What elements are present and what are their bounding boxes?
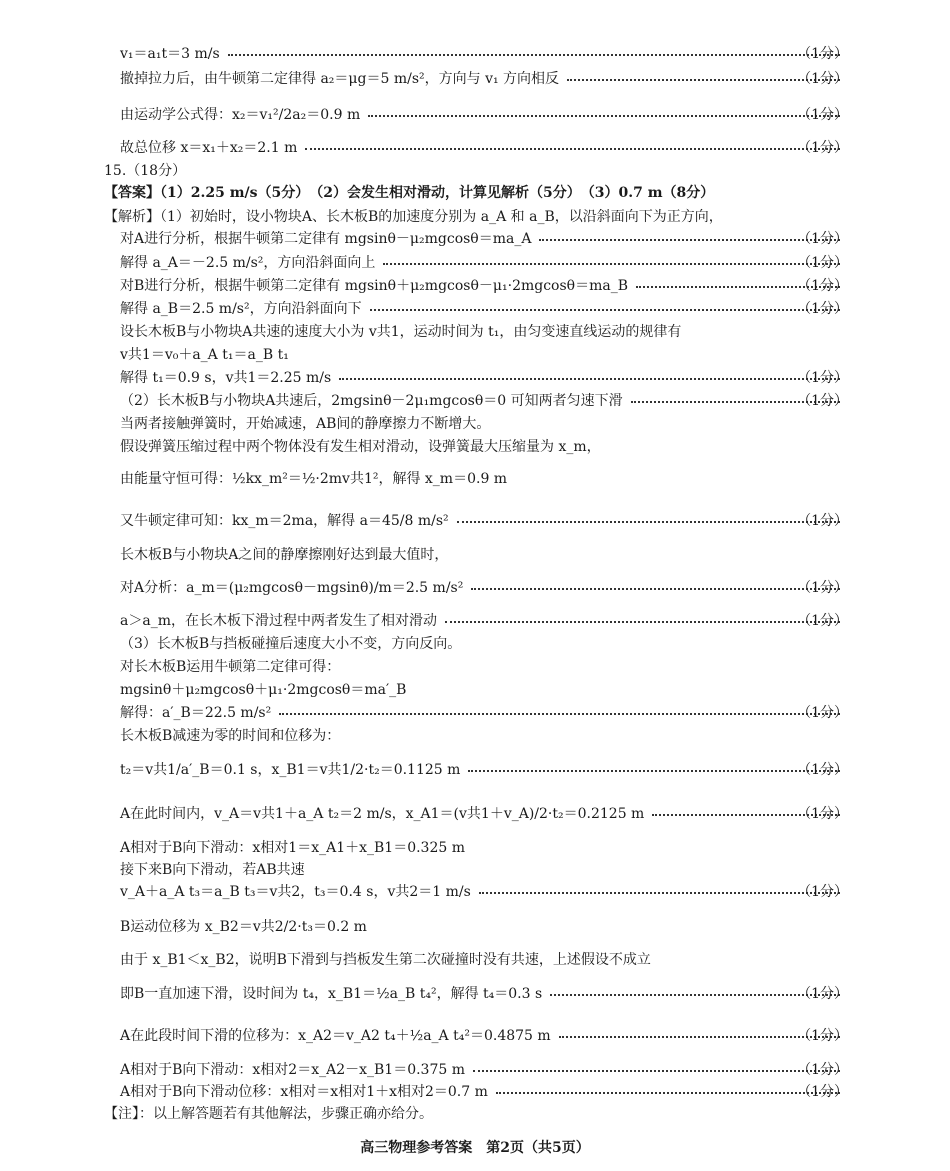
solution-text: 15.（18分） [104, 163, 187, 179]
solution-text: 由运动学公式得：x₂＝v₁²/2a₂＝0.9 m [120, 107, 361, 123]
solution-line [120, 914, 848, 938]
solution-line [120, 654, 848, 678]
solution-line [120, 296, 848, 320]
solution-line [120, 1079, 848, 1103]
solution-line [120, 273, 848, 297]
score-label: （1分） [797, 255, 848, 271]
solution-line [120, 1023, 848, 1047]
solution-line [120, 757, 848, 781]
solution-text: 解得 a_B＝2.5 m/s²，方向沿斜面向下 [120, 301, 362, 317]
solution-text: 长木板B与小物块A之间的静摩擦刚好达到最大值时， [120, 547, 449, 563]
solution-text: 由能量守恒可得：½kx_m²＝½·2mv共1²，解得 x_m＝0.9 m [120, 471, 508, 487]
score-label: （1分） [797, 806, 848, 822]
solution-text: 【注】：以上解答题若有其他解法，步骤正确亦给分。 [104, 1106, 433, 1122]
score-label: （1分） [797, 140, 848, 156]
solution-text: 即B一直加速下滑，设时间为 t₄，x_B1＝½a_B t₄²，解得 t₄＝0.3 s [120, 986, 543, 1002]
solution-line [120, 135, 848, 159]
solution-text: v_A＋a_A t₃＝a_B t₃＝v共2，t₃＝0.4 s，v共2＝1 m/s [120, 884, 471, 900]
solution-line [120, 102, 848, 126]
score-label: （1分） [797, 71, 848, 87]
solution-line [104, 1101, 848, 1125]
solution-line [120, 250, 848, 274]
solution-text: 对长木板B运用牛顿第二定律可得： [120, 659, 341, 675]
solution-line [120, 1057, 848, 1081]
score-label: （1分） [797, 301, 848, 317]
leader-dots [368, 115, 840, 117]
solution-line [120, 41, 848, 65]
solution-text: A相对于B向下滑动：x相对1＝x_A1＋x_B1＝0.325 m [120, 840, 466, 856]
solution-text: 又牛顿定律可知：kx_m＝2ma，解得 a＝45/8 m/s² [120, 513, 449, 529]
solution-line [120, 608, 848, 632]
solution-line [120, 411, 848, 435]
score-label: （1分） [797, 1062, 848, 1078]
solution-line [120, 947, 848, 971]
solution-line [120, 508, 848, 532]
leader-dots [473, 1070, 840, 1072]
score-label: （1分） [797, 231, 848, 247]
solution-text: t₂＝v共1/a′_B＝0.1 s，x_B1＝v共1/2·t₂＝0.1125 m [120, 762, 461, 778]
solution-line [120, 388, 848, 412]
solution-line [120, 342, 848, 366]
score-label: （1分） [797, 107, 848, 123]
solution-text: B运动位移为 x_B2＝v共2/2·t₃＝0.2 m [120, 919, 367, 935]
solution-text: 解得 t₁＝0.9 s，v共1＝2.25 m/s [120, 370, 332, 386]
leader-dots [370, 309, 840, 311]
solution-text: 设长木板B与小物块A共速的速度大小为 v共1，运动时间为 t₁，由匀变速直线运动的规律有 [120, 324, 682, 340]
solution-text: 解得：a′_B＝22.5 m/s² [120, 705, 272, 721]
page-footer: 高三物理参考答案 第2页（共5页） [360, 1140, 590, 1156]
score-label: （1分） [797, 370, 848, 386]
score-label: （1分） [797, 884, 848, 900]
solution-text: mgsinθ＋μ₂mgcosθ＋μ₁·2mgcosθ＝ma′_B [120, 682, 407, 698]
solution-text: 对A分析：a_m＝(μ₂mgcosθ－mgsinθ)/m＝2.5 m/s² [120, 580, 464, 596]
solution-line [120, 723, 848, 747]
solution-line [104, 204, 848, 228]
leader-dots [305, 148, 840, 150]
solution-line [120, 835, 848, 859]
solution-text: 解得 a_A＝－2.5 m/s²，方向沿斜面向上 [120, 255, 376, 271]
solution-text: （3）长木板B与挡板碰撞后速度大小不变，方向反向。 [120, 636, 462, 652]
solution-line [120, 801, 848, 825]
score-label: （1分） [797, 986, 848, 1002]
score-label: （1分） [797, 513, 848, 529]
score-label: （1分） [797, 762, 848, 778]
score-label: （1分） [797, 278, 848, 294]
leader-dots [228, 54, 840, 56]
solution-line [120, 631, 848, 655]
solution-line [120, 857, 848, 881]
solution-line [120, 319, 848, 343]
solution-text: A在此段时间下滑的位移为：x_A2＝v_A2 t₄＋½a_A t₄²＝0.4875 m [120, 1028, 551, 1044]
solution-text: a＞a_m，在长木板下滑过程中两者发生了相对滑动 [120, 613, 437, 629]
score-label: （1分） [797, 46, 848, 62]
solution-text: v₁＝a₁t＝3 m/s [120, 46, 220, 62]
leader-dots [471, 588, 840, 590]
score-label: （1分） [797, 705, 848, 721]
solution-line [104, 180, 848, 204]
solution-text: A在此时间内，v_A＝v共1＋a_A t₂＝2 m/s，x_A1＝(v共1＋v_A)/2·t₂＝0.2125 m [120, 806, 645, 822]
solution-text: 【解析】（1）初始时，设小物块A、长木板B的加速度分别为 a_A 和 a_B，以沿斜面向下为正方向， [104, 209, 723, 225]
solution-text: 当两者接触弹簧时，开始减速，AB间的静摩擦力不断增大。 [120, 416, 491, 432]
solution-line [120, 677, 848, 701]
solution-text: 对B进行分析，根据牛顿第二定律有 mgsinθ＋μ₂mgcosθ－μ₁·2mgcosθ＝ma_B [120, 278, 629, 294]
solution-text: v共1＝v₀＋a_A t₁＝a_B t₁ [120, 347, 289, 363]
solution-line [120, 466, 848, 490]
solution-text: 接下来B向下滑动，若AB共速 [120, 862, 305, 878]
score-label: （1分） [797, 613, 848, 629]
solution-text: 由于 x_B1＜x_B2，说明B下滑到与挡板发生第二次碰撞时没有共速，上述假设不成立 [120, 952, 651, 968]
score-label: （1分） [797, 1028, 848, 1044]
leader-dots [383, 263, 840, 265]
solution-text: 撤掉拉力后，由牛顿第二定律得 a₂＝μg＝5 m/s²，方向与 v₁ 方向相反 [120, 71, 560, 87]
leader-dots [468, 770, 840, 772]
score-label: （1分） [797, 580, 848, 596]
solution-line [120, 879, 848, 903]
solution-text: A相对于B向下滑动位移：x相对＝x相对1＋x相对2＝0.7 m [120, 1084, 488, 1100]
leader-dots [457, 521, 840, 523]
solution-text: 故总位移 x＝x₁＋x₂＝2.1 m [120, 140, 298, 156]
solution-text: 【答案】（1）2.25 m/s（5分） （2）会发生相对滑动，计算见解析（5分） （3）0.7 m（8分） [104, 185, 715, 201]
solution-text: （2）长木板B与小物块A共速后，2mgsinθ－2μ₁mgcosθ＝0 可知两者匀速下滑 [120, 393, 623, 409]
solution-line [120, 226, 848, 250]
leader-dots [445, 621, 840, 623]
solution-line [120, 542, 848, 566]
leader-dots [539, 239, 840, 241]
solution-text: 对A进行分析，根据牛顿第二定律有 mgsinθ－μ₂mgcosθ＝ma_A [120, 231, 532, 247]
solution-text: A相对于B向下滑动：x相对2＝x_A2－x_B1＝0.375 m [120, 1062, 466, 1078]
solution-line [120, 66, 848, 90]
solution-line [120, 700, 848, 724]
score-label: （1分） [797, 393, 848, 409]
solution-line [104, 158, 848, 182]
score-label: （1分） [797, 1084, 848, 1100]
solution-line [120, 365, 848, 389]
solution-text: 假设弹簧压缩过程中两个物体没有发生相对滑动，设弹簧最大压缩量为 x_m， [120, 439, 601, 455]
solution-line [120, 981, 848, 1005]
solution-line [120, 434, 848, 458]
leader-dots [279, 713, 840, 715]
leader-dots [496, 1092, 840, 1094]
leader-dots [339, 378, 840, 380]
solution-line [120, 575, 848, 599]
solution-text: 长木板B减速为零的时间和位移为： [120, 728, 341, 744]
leader-dots [479, 892, 840, 894]
